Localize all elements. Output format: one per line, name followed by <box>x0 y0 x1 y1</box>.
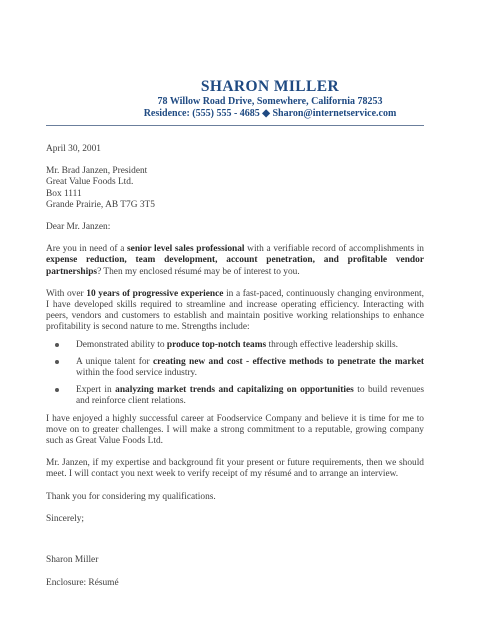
signature-name: Sharon Miller <box>46 555 99 566</box>
paragraph-meeting: Mr. Janzen, if my expertise and background fit your present or future requirements, then we should meet. I will contact you next week to verify receipt of my résumé and to arrange an interview. <box>46 458 424 480</box>
paragraph-intro <box>46 244 424 278</box>
bold-text: expense reduction, team development, account penetration, and profitable vendor partnerships <box>46 255 424 277</box>
text: in a fast-paced, continuously changing environment, I have developed skills required to streamline and increase operating efficiency. Interacting with peers, vendors and customers to establish and maintain positive working relationships to enhance profitability is second nature to me. Strengths include: <box>46 288 425 333</box>
recipient-line: Box 1111 <box>46 188 82 199</box>
bullet-icon <box>55 360 59 364</box>
strengths-list <box>46 340 424 408</box>
salutation: Dear Mr. Janzen: <box>46 222 111 233</box>
text: to build revenues and reinforce client relations. <box>76 385 424 407</box>
text: with a verifiable record of accomplishments in <box>244 244 424 255</box>
bullet-icon <box>55 388 59 392</box>
recipient-line: Grande Prairie, AB T7G 3T5 <box>46 199 155 210</box>
letterhead-divider <box>46 125 424 126</box>
text: ? Then my enclosed résumé may be of interest to you. <box>97 266 300 277</box>
paragraph-experience <box>46 289 424 334</box>
bullet-icon <box>55 343 59 347</box>
list-item <box>46 357 424 379</box>
text: With over <box>46 288 87 299</box>
sender-contact: Residence: (555) 555 - 4685 ◆ Sharon@internetservice.com <box>143 108 397 119</box>
letterhead <box>46 0 424 120</box>
bold-text: produce top-notch teams <box>166 339 267 350</box>
list-item <box>46 385 424 407</box>
sender-name: SHARON MILLER <box>200 78 340 95</box>
recipient-line: Great Value Foods Ltd. <box>46 177 134 188</box>
paragraph-career: I have enjoyed a highly successful career at Foodservice Company and believe it is time for me to move on to greater challenges. I will make a strong commitment to a reputable, growing company such as Great Value Foods Ltd. <box>46 413 424 447</box>
text: within the food service industry. <box>76 368 197 379</box>
sender-address: 78 Willow Road Drive, Somewhere, California 78253 <box>157 96 383 107</box>
text: Demonstrated ability to <box>76 339 167 350</box>
text: through effective leadership skills. <box>266 339 399 350</box>
letter-body <box>46 144 424 589</box>
enclosure-note: Enclosure: Résumé <box>46 578 119 589</box>
bold-text: creating new and cost - effective methods to penetrate the market <box>153 356 424 367</box>
recipient-address <box>46 166 424 211</box>
bold-text: senior level sales professional <box>127 244 245 255</box>
text: A unique talent for <box>76 356 154 367</box>
paragraph-thanks: Thank you for considering my qualifications. <box>46 491 216 502</box>
recipient-line: Mr. Brad Janzen, President <box>46 166 148 177</box>
bold-text: analyzing market trends and capitalizing on opportunities <box>115 385 354 396</box>
letter-date: April 30, 2001 <box>46 144 101 154</box>
closing: Sincerely; <box>46 513 85 524</box>
text: Expert in <box>76 385 116 396</box>
list-item <box>46 340 424 351</box>
text: Are you in need of a <box>46 244 128 255</box>
bold-text: 10 years of progressive experience <box>86 288 224 299</box>
